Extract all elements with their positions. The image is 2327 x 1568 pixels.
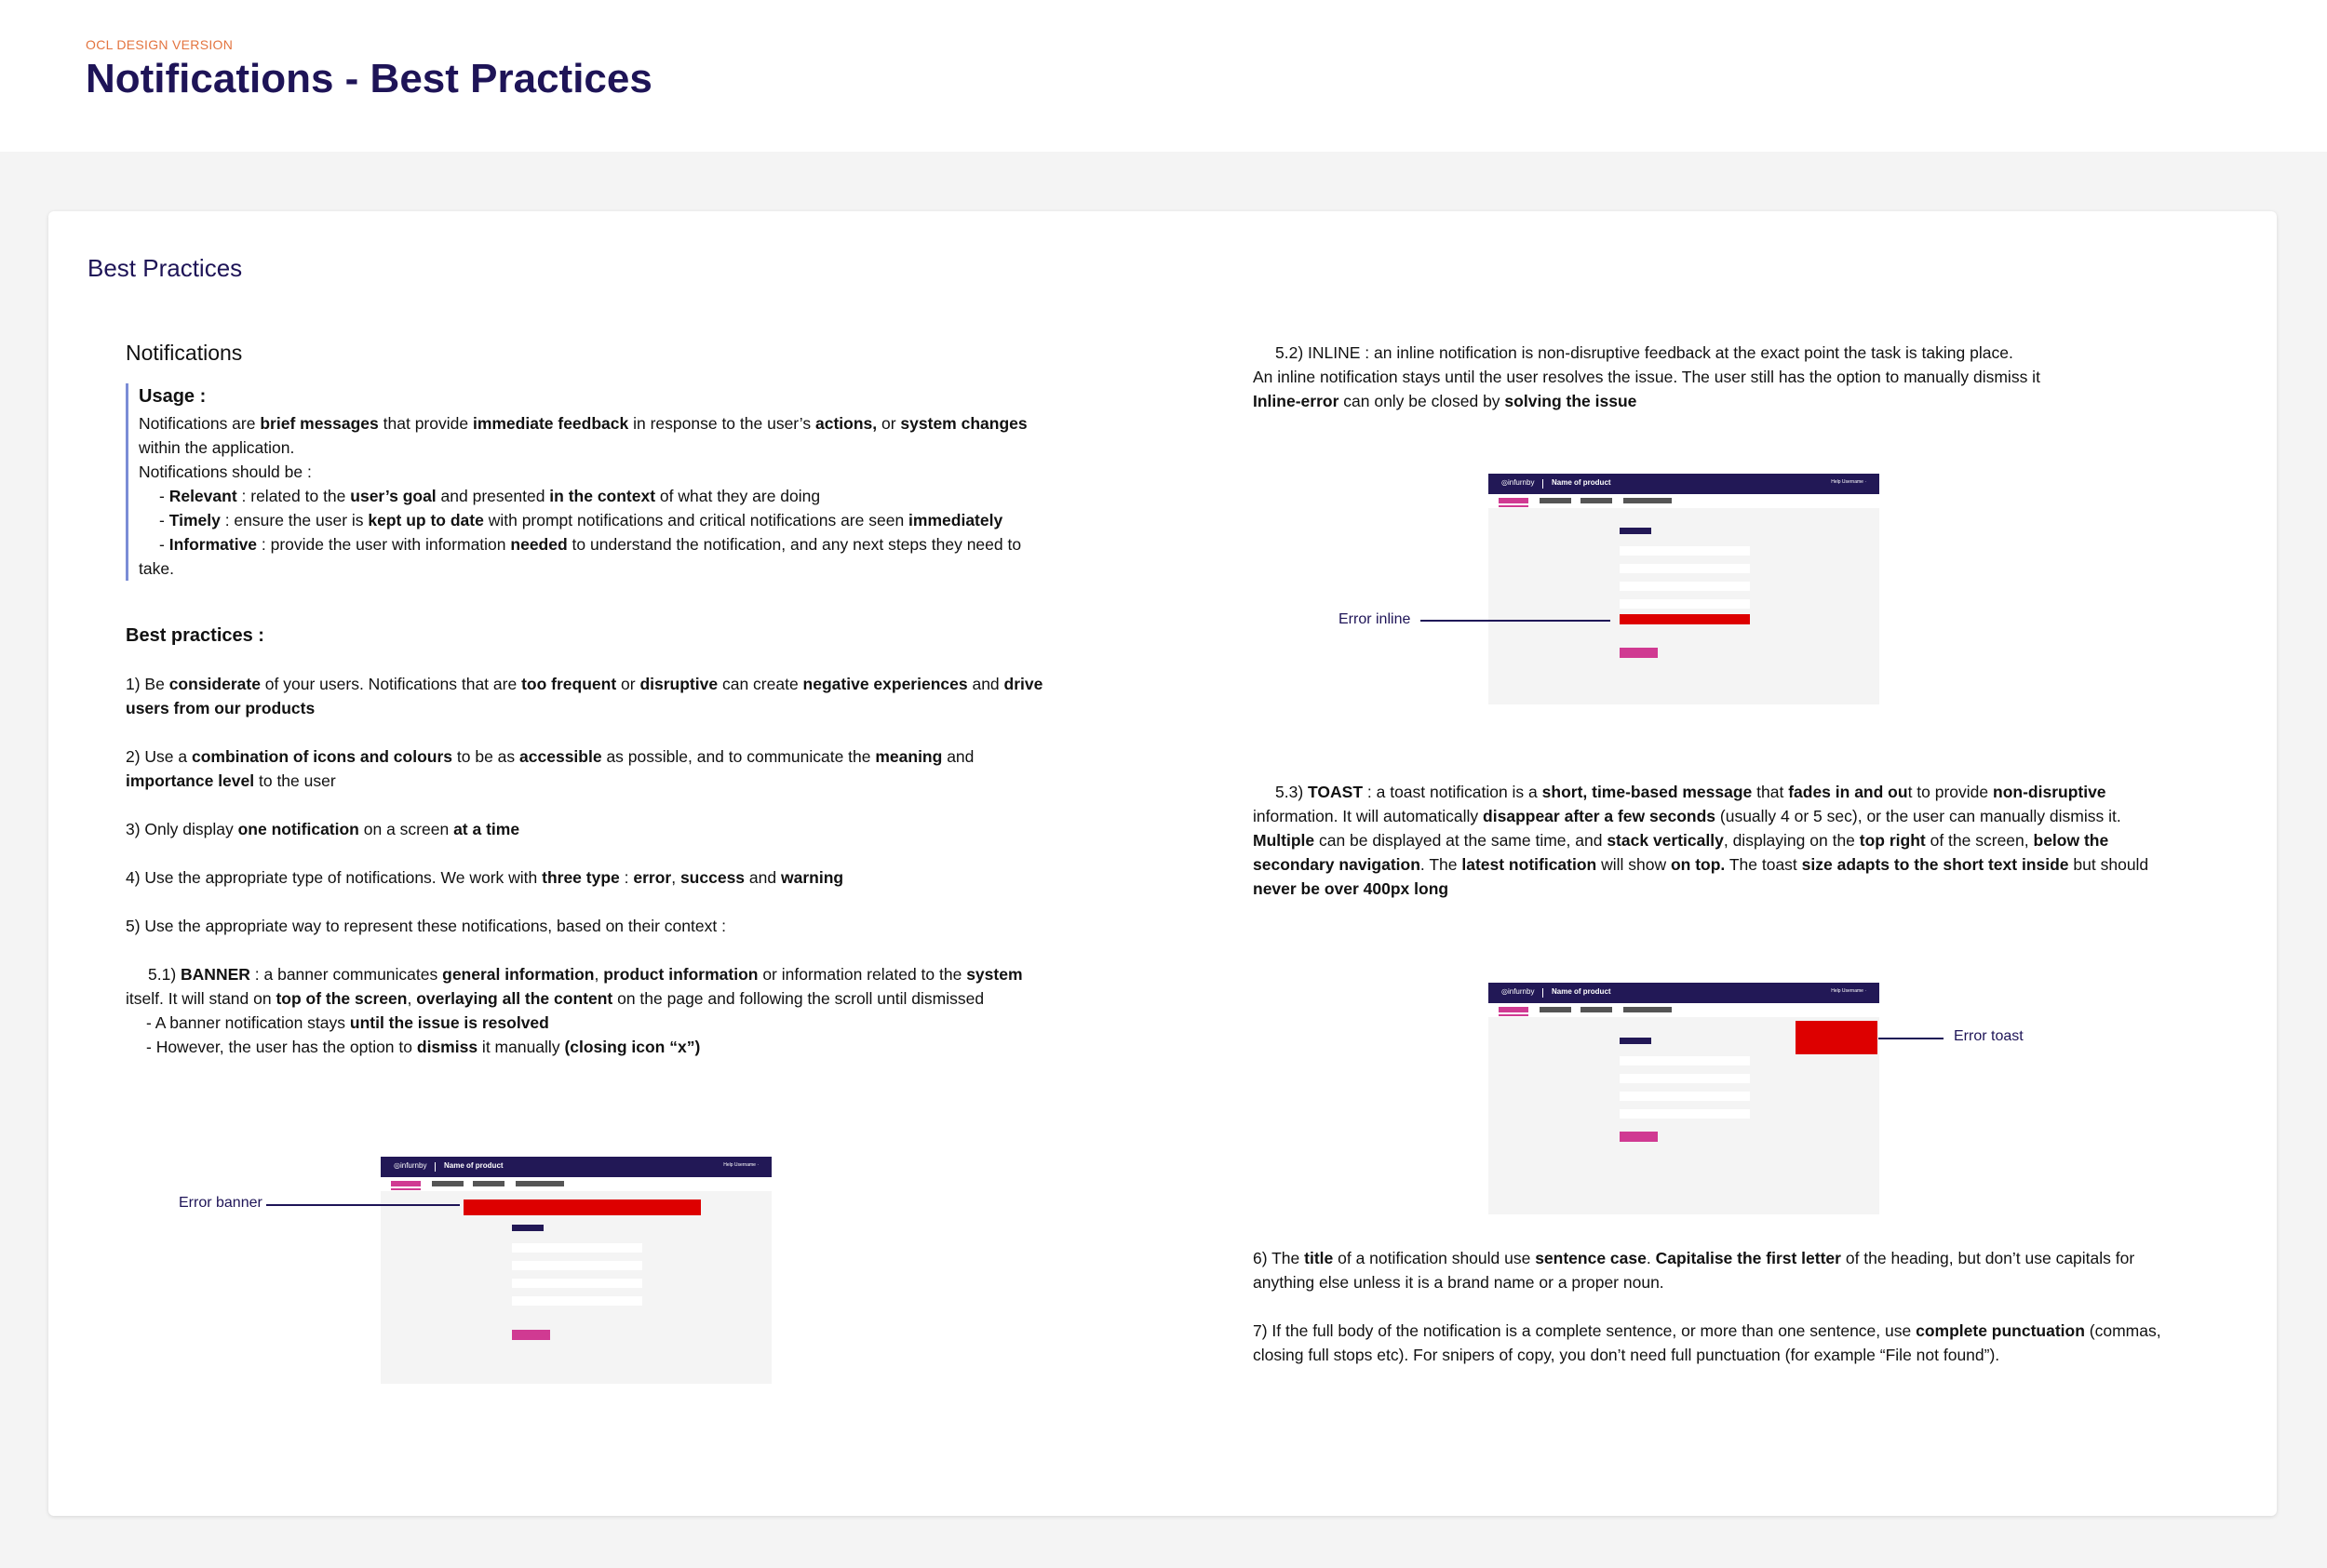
error-banner-label: Error banner [179,1195,262,1211]
mock-tab [1580,1007,1612,1012]
mock-heading [1620,1038,1651,1044]
mock-product-name: Name of product [1552,987,1611,996]
callout-line [1420,620,1610,622]
mock-tab [1540,1007,1571,1012]
best-practice-item: 6) The title of a notification should use sentence case. Capitalise the first letter of the heading, but don’t use capitals for anything else unless it is a brand name or a proper noun. [1253,1249,2135,1292]
mock-divider [1542,988,1543,998]
mock-field [1620,1092,1750,1101]
mock-tab [516,1181,564,1186]
toast-text-b: information. It will automatically disappear after a few seconds (usually 4 or 5 sec), or the user can manually dismiss it. Multiple can be displayed at the same time, and stack vertically, displaying on the top right of the screen, below the secondary navigation. The latest notification will show on top. The toast size adapts to the short text inside but should never be over 400px long [1253,807,2149,898]
mock-tab [432,1181,464,1186]
mock-tab [1623,498,1672,503]
mock-user-menu: Help Username · [1831,988,1866,994]
page-title: Notifications - Best Practices [86,56,652,101]
best-practice-subitem: - A banner notification stays until the issue is resolved [146,1013,549,1032]
best-practice-item [126,962,1056,1011]
mock-button [512,1330,550,1340]
mock-field [1620,546,1750,556]
page-header [0,0,2327,152]
error-inline-label: Error inline [1338,611,1411,627]
banner-text-cont: system itself. It will stand on top of the screen, overlaying all the content on the page and following the scroll until dismissed [126,965,1023,1008]
mock-tab [391,1181,421,1186]
best-practice-item: 2) Use a combination of icons and colours to be as accessible as possible, and to communicate the meaning and importance level to the user [126,747,975,790]
mock-tab-underline [1499,1014,1528,1016]
mock-field [1620,564,1750,573]
toast-text [1253,780,2184,901]
banner-example-screen [381,1157,772,1384]
error-inline [1620,614,1750,624]
mock-tab [1580,498,1612,503]
mock-product-name: Name of product [444,1161,504,1170]
inline-detail: An inline notification stays until the user resolves the issue. The user still has the option to manually dismiss it [1253,368,2040,386]
left-column [126,341,1056,1059]
mock-top-bar [1488,983,1879,1003]
toast-paragraph [1253,780,2184,901]
mock-product-name: Name of product [1552,478,1611,487]
best-practice-item: 1) Be considerate of your users. Notifications that are too frequent or disruptive can create negative experiences and drive users from our products [126,675,1043,717]
toast-text-a: 5.3) TOAST : a toast notification is a short, time-based message that fades in and out to provide non-disruptive [1275,783,2106,801]
best-practice-item: 5) Use the appropriate way to represent these notifications, based on their context : [126,917,726,935]
mock-field [1620,582,1750,591]
mock-tab [1499,1007,1528,1012]
mock-tab [1540,498,1571,503]
usage-paragraph: Notifications should be : [139,462,312,481]
mock-field [512,1261,642,1270]
mock-button [1620,648,1658,658]
toast-example-screen [1488,983,1879,1214]
best-practice-item: 7) If the full body of the notification is a complete sentence, or more than one sentence, use complete punctuation (commas, closing full stops etc). For snipers of copy, you don’t need full punctuation (for example “File not found”). [1253,1321,2161,1364]
mock-top-bar [1488,474,1879,494]
card-title: Best Practices [87,254,243,282]
mock-tab-underline [1499,505,1528,507]
best-practice-item: 3) Only display one notification on a screen at a time [126,820,520,838]
banner-text: 5.1) BANNER : a banner communicates general information, product information or information related to the [148,965,967,984]
inline-example-screen [1488,474,1879,704]
mock-field [1620,599,1750,609]
best-practice-subitem: - However, the user has the option to dismiss it manually (closing icon “x”) [146,1038,701,1056]
mock-logo: ◎infurnby [394,1161,427,1170]
usage-block [126,383,1056,581]
mock-field [512,1296,642,1306]
inline-detail: Inline-error can only be closed by solving the issue [1253,392,1637,410]
usage-list-item: - Timely : ensure the user is kept up to date with prompt notifications and critical notifications are seen immediately [159,511,1003,529]
inline-intro: 5.2) INLINE : an inline notification is non-disruptive feedback at the exact point the task is taking place. [1275,343,2013,362]
mock-field [512,1279,642,1288]
mock-heading [512,1225,544,1231]
error-banner [464,1199,701,1215]
design-version-label: OCL DESIGN VERSION [86,37,234,52]
mock-field [1620,1074,1750,1083]
usage-list-item: - Informative : provide the user with information needed to understand the notification, and any next steps they need to take. [139,535,1022,578]
mock-tab [473,1181,504,1186]
callout-line [1878,1038,1944,1039]
mock-logo: ◎infurnby [1501,478,1535,487]
usage-paragraph: Notifications are brief messages that provide immediate feedback in response to the user’s actions, or system changes within the application. [139,414,1028,457]
mock-button [1620,1132,1658,1142]
mock-divider [1542,479,1543,489]
mock-tab-underline [391,1188,421,1190]
mock-user-menu: Help Username · [1831,479,1866,485]
best-practice-item: 4) Use the appropriate type of notifications. We work with three type : error, success and warning [126,868,844,887]
error-toast [1796,1021,1877,1054]
mock-field [512,1243,642,1253]
mock-top-bar [381,1157,772,1177]
usage-list-item: - Relevant : related to the user’s goal and presented in the context of what they are doing [159,487,821,505]
best-practices-title: Best practices : [126,625,264,646]
section-title: Notifications [126,341,243,365]
callout-line [266,1204,460,1206]
right-column [1253,341,2184,413]
mock-field [1620,1056,1750,1065]
mock-user-menu: Help Username · [723,1162,759,1168]
mock-heading [1620,528,1651,534]
error-toast-label: Error toast [1954,1028,2024,1044]
rules-text [1253,1246,2184,1367]
mock-field [1620,1109,1750,1119]
mock-logo: ◎infurnby [1501,987,1535,996]
mock-tab [1499,498,1528,503]
mock-divider [435,1162,436,1172]
mock-tab [1623,1007,1672,1012]
usage-title: Usage : [139,386,207,407]
